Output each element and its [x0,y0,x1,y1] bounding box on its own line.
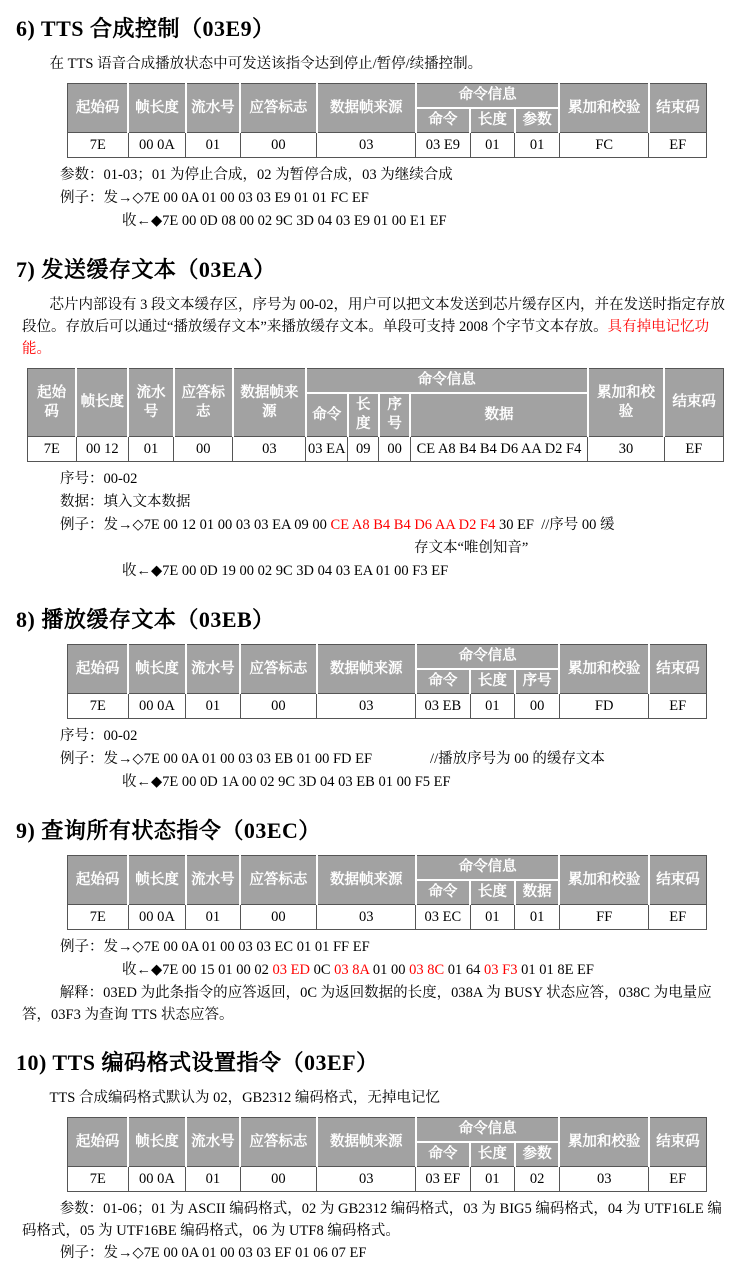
header-cell: 流水号 [186,645,240,694]
header-cell: 帧长度 [76,369,128,437]
sub-header-cell: 长度 [470,880,515,905]
header-cell: 应答标志 [240,645,317,694]
data-cell: 00 0A [128,905,186,930]
data-cell: 00 12 [76,437,128,462]
header-cell: 累加和校验 [559,1118,648,1167]
header-cell: 帧长度 [128,84,186,133]
text-segment: 芯片内部设有 3 段文本缓存区，序号为 00-02，用户可以把文本发送到芯片缓存区内，并在发送时指定存放段位。存放后可以通过“播放缓存文本”来播放缓存文本。单段可支持 2008 个字节文本存放。 [22,297,725,335]
text-segment: 例子：发→◇7E 00 0A 01 00 03 03 EF 01 06 07 EF [60,1245,367,1261]
command-section [14,12,736,233]
group-header-cell: 命令信息 [416,645,560,670]
detail-line [22,1198,728,1242]
data-cell: 7E [28,437,77,462]
data-cell: 00 [240,133,317,158]
section-title: 9) 查询所有状态指令（03EC） [16,818,321,843]
text-segment: 在 TTS 语音合成播放状态中可发送该指令达到停止/暂停/续播控制。 [49,56,483,72]
data-cell: 01 [186,1167,240,1192]
header-cell: 结束码 [664,369,723,437]
table-row [68,133,707,158]
data-cell: 03 [317,694,416,719]
command-table [67,644,707,719]
red-highlight-text: 03 F3 [484,962,518,978]
detail-line [122,771,736,794]
text-segment: TTS 合成编码格式默认为 02，GB2312 编码格式，无掉电记忆 [49,1090,440,1106]
data-cell: 03 [559,1167,648,1192]
table-body [68,694,707,719]
text-segment: 01 00 [369,962,410,978]
header-cell: 起始码 [28,369,77,437]
detail-line [60,468,736,491]
group-header-cell: 命令信息 [416,84,560,109]
detail-line [122,210,736,233]
header-cell: 起始码 [68,1118,129,1167]
red-highlight-text: 03 8A [334,962,370,978]
data-cell: CE A8 B4 B4 D6 AA D2 F4 [410,437,587,462]
data-cell: 01 [515,905,560,930]
data-cell: 03 [317,133,416,158]
command-table [27,368,724,462]
data-cell: 00 [240,905,317,930]
command-section [14,814,736,1026]
data-cell: EF [664,437,723,462]
header-cell: 累加和校验 [559,645,648,694]
detail-line [122,959,736,982]
sub-header-cell: 长度 [470,108,515,133]
detail-line [22,982,728,1026]
table-body [68,1167,707,1192]
red-highlight-text: 03 8C [409,962,445,978]
detail-line [60,514,736,537]
header-cell: 流水号 [186,856,240,905]
header-row [68,1118,707,1143]
data-cell: 01 [186,694,240,719]
data-cell: 7E [68,694,129,719]
table-row [68,905,707,930]
text-segment: 30 EF //序号 00 缓 [495,517,615,533]
data-cell: 00 [240,694,317,719]
sub-header-cell: 长度 [348,393,379,437]
data-cell: FC [559,133,648,158]
header-cell: 流水号 [186,1118,240,1167]
text-segment: 参数：01-06；01 为 ASCII 编码格式，02 为 GB2312 编码格式，03 为 BIG5 编码格式，04 为 UTF16LE 编码格式，05 为 UTF16BE 编码格式，06 为 UTF8 编码格式。 [22,1201,722,1239]
text-segment: 例子：发→◇7E 00 0A 01 00 03 03 EB 01 00 FD EF //播放序号为 00 的缓存文本 [60,751,605,767]
detail-line [60,936,736,959]
text-segment: 收←◆7E 00 15 01 00 02 [122,962,273,978]
data-cell: 01 [470,133,515,158]
sub-header-cell: 序号 [379,393,410,437]
data-cell: 03 [233,437,306,462]
data-cell: 00 [379,437,410,462]
header-cell: 累加和校验 [559,84,648,133]
sub-header-cell: 命令 [416,669,470,694]
data-cell: FD [559,694,648,719]
data-cell: 03 [317,1167,416,1192]
header-cell: 结束码 [649,645,707,694]
text-segment: 收←◆7E 00 0D 08 00 02 9C 3D 04 03 E9 01 00 E1 EF [122,213,447,229]
detail-line [60,491,736,514]
data-cell: 03 EC [416,905,470,930]
data-cell: EF [649,1167,707,1192]
header-cell: 结束码 [649,856,707,905]
sub-header-cell: 参数 [515,108,560,133]
table-head [28,369,724,437]
header-cell: 帧长度 [128,856,186,905]
table-head [68,84,707,133]
sub-header-cell: 命令 [416,1142,470,1167]
detail-line [122,560,736,583]
text-segment: 例子：发→◇7E 00 12 01 00 03 03 EA 09 00 [60,517,331,533]
header-cell: 起始码 [68,84,129,133]
text-segment: 例子：发→◇7E 00 0A 01 00 03 03 EC 01 01 FF EF [60,939,370,955]
header-cell: 流水号 [128,369,173,437]
data-cell: 03 EB [416,694,470,719]
header-cell: 结束码 [649,84,707,133]
header-cell: 起始码 [68,856,129,905]
header-cell: 数据帧来源 [317,1118,416,1167]
text-segment: 收←◆7E 00 0D 19 00 02 9C 3D 04 03 EA 01 00 F3 EF [122,563,449,579]
data-cell: 09 [348,437,379,462]
sub-header-cell: 序号 [515,669,560,694]
data-cell: 00 [240,1167,317,1192]
data-cell: 30 [588,437,665,462]
text-segment: 序号：00-02 [60,471,138,487]
data-cell: 7E [68,1167,129,1192]
text-segment: 01 01 8E EF [517,962,594,978]
data-cell: 00 0A [128,694,186,719]
data-cell: 01 [128,437,173,462]
header-cell: 结束码 [649,1118,707,1167]
section-title: 8) 播放缓存文本（03EB） [16,607,275,632]
table-row [68,694,707,719]
sub-header-cell: 数据 [410,393,587,437]
data-cell: 02 [515,1167,560,1192]
data-cell: 7E [68,905,129,930]
group-header-cell: 命令信息 [416,856,560,881]
sub-header-cell: 长度 [470,1142,515,1167]
header-cell: 累加和校验 [588,369,665,437]
header-cell: 累加和校验 [559,856,648,905]
data-cell: 01 [186,133,240,158]
header-row [68,856,707,881]
text-segment: 数据：填入文本数据 [60,494,191,510]
detail-line [60,725,736,748]
data-cell: 01 [470,905,515,930]
table-head [68,645,707,694]
detail-line [60,187,736,210]
header-row [28,369,724,394]
section-title: 7) 发送缓存文本（03EA） [16,257,276,282]
header-cell: 帧长度 [128,1118,186,1167]
table-body [68,905,707,930]
header-cell: 数据帧来源 [233,369,306,437]
data-cell: EF [649,694,707,719]
header-row [68,645,707,670]
section-title: 6) TTS 合成控制（03E9） [16,16,275,41]
text-segment: 参数：01-03；01 为停止合成，02 为暂停合成，03 为继续合成 [60,167,453,183]
sub-header-cell: 参数 [515,1142,560,1167]
sub-header-cell: 数据 [515,880,560,905]
data-cell: 01 [186,905,240,930]
data-cell: 03 EA [306,437,348,462]
data-cell: 00 [174,437,233,462]
data-cell: EF [649,905,707,930]
command-table [67,1117,707,1192]
header-cell: 数据帧来源 [317,856,416,905]
red-highlight-text: 具有掉电记忆功能。 [22,319,710,357]
sub-header-cell: 命令 [416,108,470,133]
command-section [14,603,736,794]
detail-line [60,748,736,771]
data-cell: 03 E9 [416,133,470,158]
text-segment: 存文本“唯创知音” [414,540,529,556]
table-head [68,1118,707,1167]
group-header-cell: 命令信息 [416,1118,560,1143]
detail-line [414,537,736,560]
table-head [68,856,707,905]
header-cell: 应答标志 [240,1118,317,1167]
header-cell: 流水号 [186,84,240,133]
table-body [28,437,724,462]
section-paragraph [22,1087,728,1109]
text-segment: 收←◆7E 00 0D 1A 00 02 9C 3D 04 03 EB 01 00 F5 EF [122,774,451,790]
header-cell: 应答标志 [240,84,317,133]
header-cell: 数据帧来源 [317,84,416,133]
data-cell: 00 0A [128,1167,186,1192]
header-cell: 应答标志 [240,856,317,905]
red-highlight-text: CE A8 B4 B4 D6 AA D2 F4 [330,517,496,533]
detail-line [60,1242,736,1265]
sub-header-cell: 长度 [470,669,515,694]
text-segment: 01 64 [444,962,484,978]
detail-line [60,164,736,187]
text-segment: 例子：发→◇7E 00 0A 01 00 03 03 E9 01 01 FC EF [60,190,369,206]
data-cell: EF [649,133,707,158]
table-row [28,437,724,462]
command-section [14,253,736,583]
data-cell: 7E [68,133,129,158]
table-row [68,1167,707,1192]
sub-header-cell: 命令 [306,393,348,437]
header-cell: 应答标志 [174,369,233,437]
header-cell: 帧长度 [128,645,186,694]
sub-header-cell: 命令 [416,880,470,905]
command-table [67,855,707,930]
table-body [68,133,707,158]
header-cell: 数据帧来源 [317,645,416,694]
section-paragraph [22,294,728,360]
section-paragraph [22,53,728,75]
data-cell: 01 [470,694,515,719]
data-cell: FF [559,905,648,930]
data-cell: 00 [515,694,560,719]
data-cell: 01 [515,133,560,158]
header-row [68,84,707,109]
group-header-cell: 命令信息 [306,369,588,394]
command-section [14,1046,736,1265]
header-cell: 起始码 [68,645,129,694]
command-table [67,83,707,158]
data-cell: 03 EF [416,1167,470,1192]
section-title: 10) TTS 编码格式设置指令（03EF） [16,1050,379,1075]
data-cell: 03 [317,905,416,930]
data-cell: 01 [470,1167,515,1192]
text-segment: 解释：03ED 为此条指令的应答返回，0C 为返回数据的长度，038A 为 BUSY 状态应答，038C 为电量应答，03F3 为查询 TTS 状态应答。 [22,985,712,1023]
red-highlight-text: 03 ED [272,962,310,978]
text-segment: 序号：00-02 [60,728,138,744]
text-segment: 0C [309,962,335,978]
data-cell: 00 0A [128,133,186,158]
